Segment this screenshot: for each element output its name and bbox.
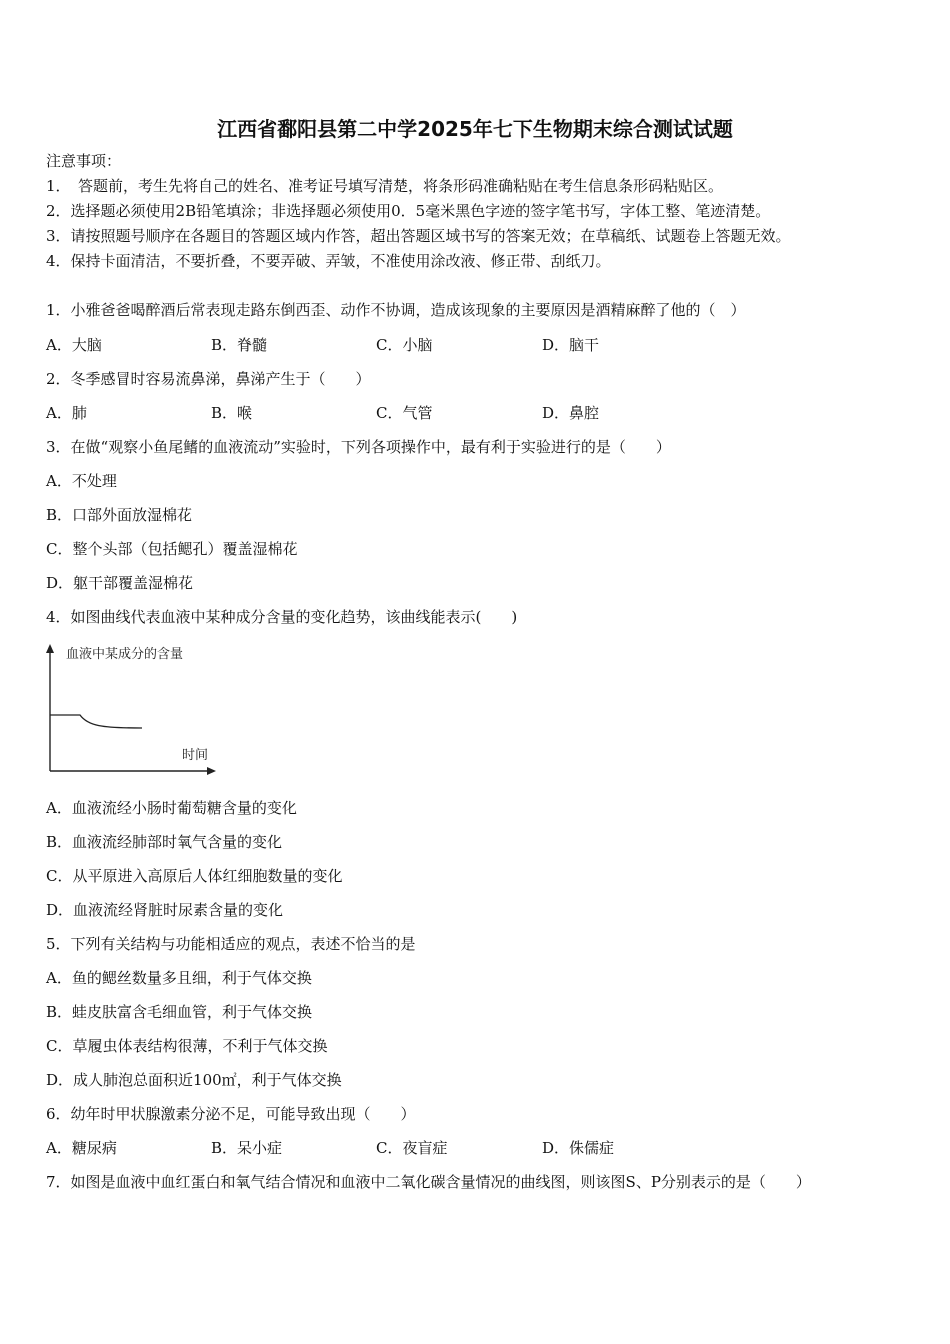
- page-title: 江西省鄱阳县第二中学2025年七下生物期末综合测试试题: [217, 117, 733, 141]
- notice-item-1: 1． 答题前，考生先将自己的姓名、准考证号填写清楚，将条形码准确粘贴在考生信息条形码粘贴区。: [46, 177, 724, 195]
- question-5-option-a: A．鱼的鳃丝数量多且细，利于气体交换: [46, 969, 312, 987]
- option-d: D．鼻腔: [542, 404, 600, 422]
- y-axis-arrow: [46, 644, 54, 653]
- question-4-option-c: C．从平原进入高原后人体红细胞数量的变化: [46, 867, 343, 885]
- question-5-option-c: C．草履虫体表结构很薄，不利于气体交换: [46, 1037, 328, 1055]
- question-4-option-a: A．血液流经小肠时葡萄糖含量的变化: [46, 799, 297, 817]
- option-c: C．小脑: [376, 336, 433, 354]
- option-a: A．大脑: [46, 336, 102, 354]
- question-6-stem: 6．幼年时甲状腺激素分泌不足，可能导致出现（ ）: [46, 1105, 416, 1123]
- question-3-stem: 3．在做“观察小鱼尾鳍的血液流动”实验时，下列各项操作中，最有利于实验进行的是（ ）: [46, 438, 671, 456]
- notice-heading: 注意事项：: [46, 152, 122, 170]
- question-2-stem: 2．冬季感冒时容易流鼻涕，鼻涕产生于（ ）: [46, 370, 371, 388]
- question-4-stem: 4．如图曲线代表血液中某种成分含量的变化趋势，该曲线能表示( ): [46, 608, 518, 626]
- question-5-stem: 5．下列有关结构与功能相适应的观点，表述不恰当的是: [46, 935, 416, 953]
- question-1-stem: 1．小雅爸爸喝醉酒后常表现走路东倒西歪、动作不协调，造成该现象的主要原因是酒精麻醉了他的（ ）: [46, 301, 746, 319]
- y-axis-label: 血液中某成分的含量: [66, 647, 184, 662]
- x-axis-label: 时间: [182, 748, 209, 763]
- option-d: D．侏儒症: [542, 1139, 615, 1157]
- question-5-option-b: B．蛙皮肤富含毛细血管，利于气体交换: [46, 1003, 313, 1021]
- notice-item-2: 2．选择题必须使用2B铅笔填涂；非选择题必须使用0．5毫米黑色字迹的签字笔书写，字体工整、笔迹清楚。: [46, 202, 771, 220]
- question-4-option-d: D．血液流经肾脏时尿素含量的变化: [46, 901, 284, 919]
- option-c: C．气管: [376, 404, 433, 422]
- notice-item-4: 4．保持卡面清洁，不要折叠，不要弄破、弄皱，不准使用涂改液、修正带、刮纸刀。: [46, 252, 611, 270]
- question-5-option-d: D．成人肺泡总面积近100㎡，利于气体交换: [46, 1071, 342, 1089]
- question-7-stem: 7．如图是血液中血红蛋白和氧气结合情况和血液中二氧化碳含量情况的曲线图，则该图S、P分别表示的是（ ）: [46, 1173, 811, 1191]
- question-3-option-c: C．整个头部（包括鳃孔）覆盖湿棉花: [46, 540, 298, 558]
- question-4-graph: [40, 640, 230, 780]
- option-a: A．肺: [46, 404, 87, 422]
- option-a: A．糖尿病: [46, 1139, 117, 1157]
- option-c: C．夜盲症: [376, 1139, 448, 1157]
- question-3-option-d: D．躯干部覆盖湿棉花: [46, 574, 194, 592]
- question-3-option-b: B．口部外面放湿棉花: [46, 506, 193, 524]
- content-curve: [50, 715, 142, 728]
- option-b: B．脊髓: [211, 336, 268, 354]
- option-b: B．喉: [211, 404, 253, 422]
- option-d: D．脑干: [542, 336, 600, 354]
- option-b: B．呆小症: [211, 1139, 283, 1157]
- question-3-option-a: A．不处理: [46, 472, 117, 490]
- x-axis-arrow: [207, 767, 216, 775]
- notice-item-3: 3．请按照题号顺序在各题目的答题区域内作答，超出答题区域书写的答案无效；在草稿纸、试题卷上答题无效。: [46, 227, 791, 245]
- question-4-option-b: B．血液流经肺部时氧气含量的变化: [46, 833, 283, 851]
